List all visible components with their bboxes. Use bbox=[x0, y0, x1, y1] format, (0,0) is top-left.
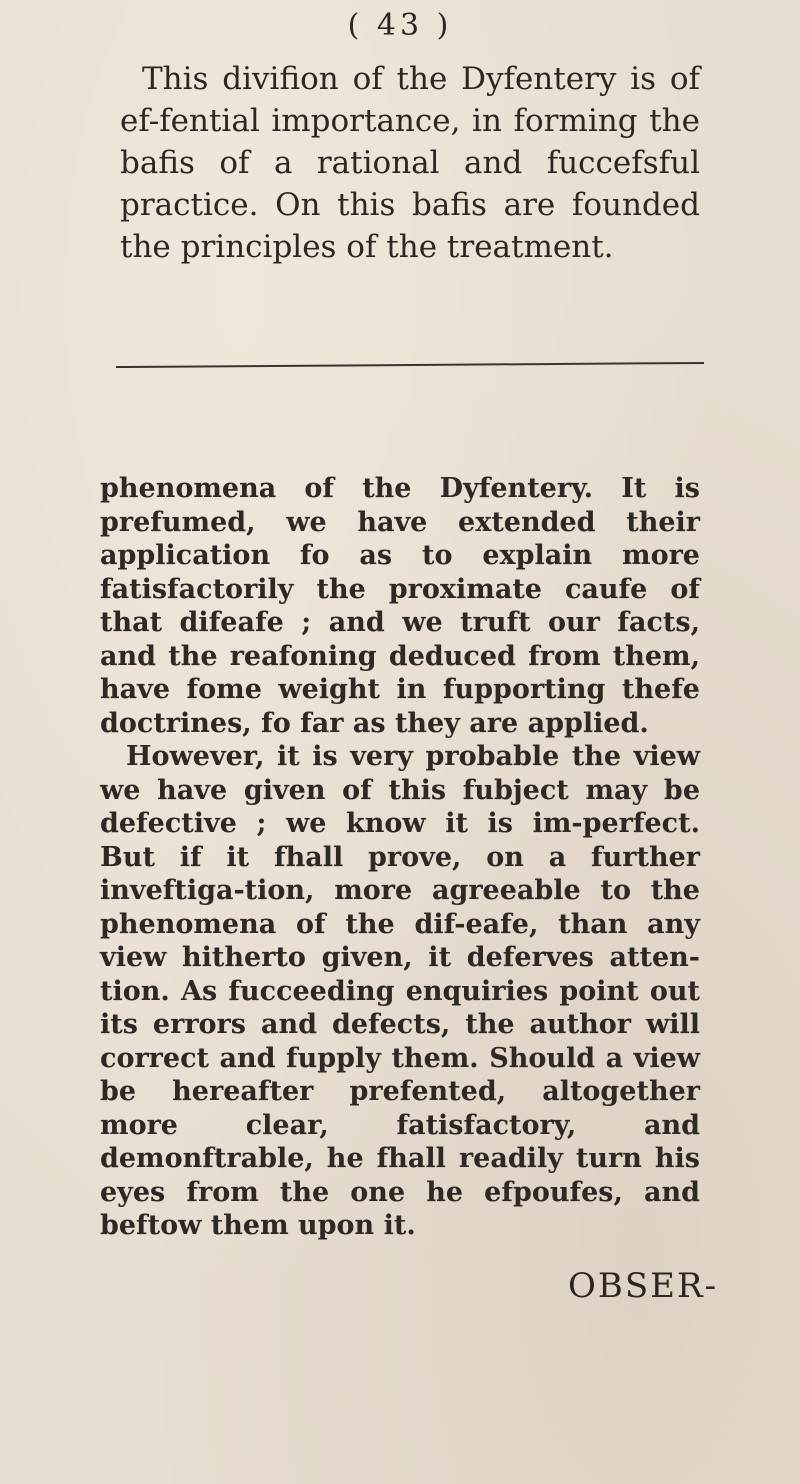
section-divider bbox=[116, 362, 704, 368]
body-paragraph-2: However, it is very probable the view we have given of this fubject may be defective ; we know it is im-perfect. But if it fhall prove, on a further inveftiga-tion, more agreeable to the phenomena of the dif-eafe, than any view hitherto given, it deferves atten-tion. As fucceeding enquiries point out its errors and defects, the author will correct and fupply them. Should a view be hereafter prefented, altogether more clear, fatisfactory, and demonftrable, he fhall readily turn his eyes from the one he efpoufes, and beftow them upon it. bbox=[100, 741, 700, 1241]
intro-paragraph: This divifion of the Dyfentery is of ef-fential importance, in forming the bafis of a rational and fuccefsful practice. On this bafis are founded the principles of the treatment. bbox=[120, 61, 700, 265]
page-number: ( 43 ) bbox=[347, 8, 453, 43]
body-text bbox=[100, 472, 700, 1243]
catchword: OBSER- bbox=[568, 1266, 719, 1306]
body-paragraph-1: phenomena of the Dyfentery. It is prefumed, we have extended their application fo as to explain more fatisfactorily the proximate caufe of that difeafe ; and we truft our facts, and the reafoning deduced from them, have fome weight in fupporting thefe doctrines, fo far as they are applied. bbox=[100, 473, 700, 739]
